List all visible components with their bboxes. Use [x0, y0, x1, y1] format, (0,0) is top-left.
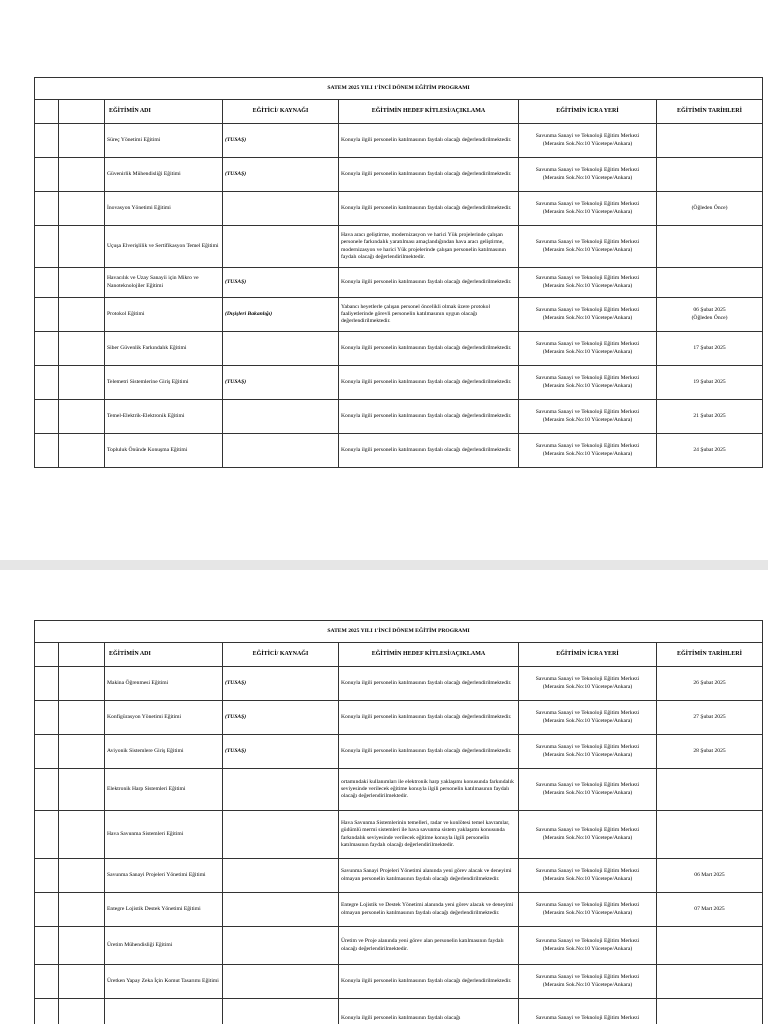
row-blank-cell [35, 667, 59, 701]
row-blank-cell [59, 298, 105, 332]
training-name: İnovasyon Yönetimi Eğitimi [105, 192, 223, 226]
table-row [35, 400, 763, 434]
place-line-2: (Merasim Sok.No:10 Yücetepe/Ankara) [542, 382, 633, 389]
table-title: SATEM 2025 YILI 1'İNCİ DÖNEM EĞİTİM PROGRAMI [35, 621, 763, 643]
training-date [657, 158, 763, 192]
training-source [223, 999, 339, 1024]
place-line-1: Savunma Sanayi ve Teknoloji Eğitim Merkezi [535, 201, 640, 208]
table-row [35, 859, 763, 893]
table-row [35, 226, 763, 268]
place-line-1: Savunma Sanayi ve Teknoloji Eğitim Merkezi [535, 167, 640, 174]
row-blank-cell [59, 999, 105, 1024]
table-row [35, 701, 763, 735]
training-source: (TUSAŞ) [223, 735, 339, 769]
table-row [35, 124, 763, 158]
place-line-2: (Merasim Sok.No:10 Yücetepe/Ankara) [542, 282, 633, 289]
training-place [519, 811, 657, 859]
table-row [35, 965, 763, 999]
training-description: Konuyla ilgili personelin katılmasının faydalı olacağı değerlendirilmektedir. [339, 965, 519, 999]
training-place [519, 400, 657, 434]
place-line-1: Savunma Sanayi ve Teknoloji Eğitim Merkezi [535, 239, 640, 246]
date-line-2: (Öğleden Önce) [691, 204, 728, 211]
row-blank-cell [35, 192, 59, 226]
table-row [35, 192, 763, 226]
row-blank-cell [59, 268, 105, 298]
table-row [35, 893, 763, 927]
place-line-2: (Merasim Sok.No:10 Yücetepe/Ankara) [542, 789, 633, 796]
date-line-1: 27 Şubat 2025 [693, 713, 726, 720]
training-description: Hava Savunma Sistemlerinin temelleri, radar ve konlötesi temel kavramlar, güdümlü mermi sistemleri ile hava savunma sistem yaklaşımı konusunda farkındalık seviyesinde verilecek eğitime konuyla ilgili personelin katılmasının faydalı olacağı değerlendirilmektedir. [339, 811, 519, 859]
place-line-1: Savunma Sanayi ve Teknoloji Eğitim Merkezi [535, 1014, 640, 1021]
training-source [223, 434, 339, 468]
table-row [35, 298, 763, 332]
training-name [105, 999, 223, 1024]
place-line-2: (Merasim Sok.No:10 Yücetepe/Ankara) [542, 909, 633, 916]
training-source: (TUSAŞ) [223, 667, 339, 701]
training-source: (TUSAŞ) [223, 124, 339, 158]
training-source [223, 893, 339, 927]
training-date [657, 965, 763, 999]
header-place: EĞİTİMİN İCRA YERİ [519, 100, 657, 124]
header-blank-1 [35, 100, 59, 124]
row-blank-cell [35, 811, 59, 859]
row-blank-cell [59, 701, 105, 735]
date-line-1: 19 Şubat 2025 [693, 378, 726, 385]
training-name: Siber Güvenlik Farkındalık Eğitimi [105, 332, 223, 366]
row-blank-cell [35, 366, 59, 400]
row-blank-cell [59, 927, 105, 965]
training-description: Konuyla ilgili personelin katılmasının faydalı olacağı değerlendirilmektedir. [339, 268, 519, 298]
row-blank-cell [59, 332, 105, 366]
place-line-1: Savunma Sanayi ve Teknoloji Eğitim Merkezi [535, 938, 640, 945]
table-row [35, 735, 763, 769]
date-line-2: (Öğleden Önce) [691, 314, 728, 321]
training-date [657, 927, 763, 965]
date-line-1: 06 Şubat 2025 [693, 307, 726, 314]
row-blank-cell [59, 965, 105, 999]
header-blank-1 [35, 643, 59, 667]
place-line-2: (Merasim Sok.No:10 Yücetepe/Ankara) [542, 875, 633, 882]
training-date [657, 859, 763, 893]
training-source: (TUSAŞ) [223, 366, 339, 400]
header-name: EĞİTİMİN ADI [105, 100, 223, 124]
training-description: Konuyla ilgili personelin katılmasının faydalı olacağı değerlendirilmektedir. [339, 667, 519, 701]
table-row [35, 158, 763, 192]
place-line-1: Savunma Sanayi ve Teknoloji Eğitim Merkezi [535, 443, 640, 450]
training-name: Havacılık ve Uzay Sanayii için Mikro ve Nanoteknolojiler Eğitimi [105, 268, 223, 298]
header-blank-2 [59, 100, 105, 124]
place-line-2: (Merasim Sok.No:10 Yücetepe/Ankara) [542, 450, 633, 457]
row-blank-cell [35, 927, 59, 965]
training-description: Yabancı heyetlerle çalışan personel öncelikli olmak üzere protokol faaliyetlerinde görevli personelin katılmasının uygun olacağı değerlendirilmektedir. [339, 298, 519, 332]
place-line-1: Savunma Sanayi ve Teknoloji Eğitim Merkezi [535, 133, 640, 140]
place-line-1: Savunma Sanayi ve Teknoloji Eğitim Merkezi [535, 409, 640, 416]
training-place [519, 701, 657, 735]
training-date [657, 192, 763, 226]
place-line-2: (Merasim Sok.No:10 Yücetepe/Ankara) [542, 981, 633, 988]
row-blank-cell [59, 400, 105, 434]
row-blank-cell [35, 999, 59, 1024]
row-blank-cell [59, 366, 105, 400]
training-name: Aviyonik Sistemlere Giriş Eğitimi [105, 735, 223, 769]
row-blank-cell [35, 965, 59, 999]
training-place [519, 735, 657, 769]
training-description: ortamındaki kullanımları ile elektronik harp yaklaşımı konusunda farkındalık seviyesinde verilecek eğitime konuyla ilgili personelin katılmasının faydalı olacağı değerlendirilmektedir. [339, 769, 519, 811]
training-name: Topluluk Önünde Konuşma Eğitimi [105, 434, 223, 468]
training-date [657, 400, 763, 434]
training-date [657, 268, 763, 298]
header-source: EĞİTİCİ/ KAYNAĞI [223, 643, 339, 667]
training-description: Konuyla ilgili personelin katılmasının faydalı olacağı değerlendirilmektedir. [339, 400, 519, 434]
training-source [223, 927, 339, 965]
date-line-1: 24 Şubat 2025 [693, 446, 726, 453]
row-blank-cell [35, 268, 59, 298]
place-line-2: (Merasim Sok.No:10 Yücetepe/Ankara) [542, 416, 633, 423]
training-source [223, 192, 339, 226]
place-line-2: (Merasim Sok.No:10 Yücetepe/Ankara) [542, 683, 633, 690]
table-title: SATEM 2025 YILI 1'İNCİ DÖNEM EĞİTİM PROGRAMI [35, 78, 763, 100]
place-line-1: Savunma Sanayi ve Teknoloji Eğitim Merkezi [535, 868, 640, 875]
training-source: (TUSAŞ) [223, 701, 339, 735]
place-line-2: (Merasim Sok.No:10 Yücetepe/Ankara) [542, 834, 633, 841]
row-blank-cell [59, 192, 105, 226]
training-source [223, 811, 339, 859]
training-description: Konuyla ilgili personelin katılmasının faydalı olacağı değerlendirilmektedir. [339, 434, 519, 468]
table-row [35, 268, 763, 298]
header-target: EĞİTİMİN HEDEF KİTLESİ/AÇIKLAMA [339, 643, 519, 667]
row-blank-cell [59, 434, 105, 468]
training-date [657, 124, 763, 158]
training-place [519, 999, 657, 1024]
row-blank-cell [35, 859, 59, 893]
training-name: Temel-Elektrik-Elektronik Eğitimi [105, 400, 223, 434]
training-name: Telemetri Sistemlerine Giriş Eğitimi [105, 366, 223, 400]
training-description: Entegre Lojistik ve Destek Yönetimi alanında yeni görev alacak ve deneyimi olmayan personelin katılmasının faydalı olacağı değerlendirilmektedir. [339, 893, 519, 927]
training-date [657, 999, 763, 1024]
place-line-2: (Merasim Sok.No:10 Yücetepe/Ankara) [542, 751, 633, 758]
training-place [519, 927, 657, 965]
training-place [519, 769, 657, 811]
place-line-1: Savunma Sanayi ve Teknoloji Eğitim Merkezi [535, 676, 640, 683]
place-line-1: Savunma Sanayi ve Teknoloji Eğitim Merkezi [535, 307, 640, 314]
header-date: EĞİTİMİN TARİHLERİ [657, 643, 763, 667]
training-date [657, 226, 763, 268]
training-date [657, 298, 763, 332]
training-source [223, 226, 339, 268]
row-blank-cell [59, 893, 105, 927]
training-description: Konuyla ilgili personelin katılmasının faydalı olacağı [339, 999, 519, 1024]
training-name: Elektronik Harp Sistemleri Eğitimi [105, 769, 223, 811]
training-place [519, 893, 657, 927]
place-line-1: Savunma Sanayi ve Teknoloji Eğitim Merkezi [535, 782, 640, 789]
training-date [657, 667, 763, 701]
training-place [519, 226, 657, 268]
training-place [519, 667, 657, 701]
table-row [35, 769, 763, 811]
training-source: (TUSAŞ) [223, 268, 339, 298]
table-row [35, 434, 763, 468]
row-blank-cell [35, 158, 59, 192]
date-line-1: 21 Şubat 2025 [693, 412, 726, 419]
training-name: Uçuşa Elverişlilik ve Sertifikasyon Temel Eğitimi [105, 226, 223, 268]
training-source: (Dışişleri Bakanlığı) [223, 298, 339, 332]
place-line-1: Savunma Sanayi ve Teknoloji Eğitim Merkezi [535, 974, 640, 981]
training-name: Entegre Lojistik Destek Yönetimi Eğitimi [105, 893, 223, 927]
place-line-1: Savunma Sanayi ve Teknoloji Eğitim Merkezi [535, 827, 640, 834]
row-blank-cell [35, 434, 59, 468]
training-name: Üretim Mühendisliği Eğitimi [105, 927, 223, 965]
table-row [35, 927, 763, 965]
place-line-1: Savunma Sanayi ve Teknoloji Eğitim Merkezi [535, 710, 640, 717]
training-date [657, 769, 763, 811]
date-line-1: 06 Mart 2025 [694, 871, 725, 878]
row-blank-cell [35, 769, 59, 811]
table-row [35, 667, 763, 701]
training-description: Konuyla ilgili personelin katılmasının faydalı olacağı değerlendirilmektedir. [339, 332, 519, 366]
training-date [657, 893, 763, 927]
row-blank-cell [59, 124, 105, 158]
header-target: EĞİTİMİN HEDEF KİTLESİ/AÇIKLAMA [339, 100, 519, 124]
training-source [223, 769, 339, 811]
training-name: Üretken Yapay Zeka İçin Komut Tasarımı Eğitimi [105, 965, 223, 999]
place-line-2: (Merasim Sok.No:10 Yücetepe/Ankara) [542, 174, 633, 181]
training-name: Protokol Eğitimi [105, 298, 223, 332]
date-line-1: 26 Şubat 2025 [693, 679, 726, 686]
training-date [657, 811, 763, 859]
place-line-1: Savunma Sanayi ve Teknoloji Eğitim Merkezi [535, 275, 640, 282]
training-place [519, 124, 657, 158]
header-blank-2 [59, 643, 105, 667]
training-source [223, 965, 339, 999]
row-blank-cell [35, 124, 59, 158]
date-line-1: 28 Şubat 2025 [693, 747, 726, 754]
training-place [519, 192, 657, 226]
training-source [223, 859, 339, 893]
training-place [519, 268, 657, 298]
training-program-table [34, 620, 763, 1024]
training-source: (TUSAŞ) [223, 158, 339, 192]
place-line-2: (Merasim Sok.No:10 Yücetepe/Ankara) [542, 314, 633, 321]
date-line-1: 17 Şubat 2025 [693, 344, 726, 351]
training-name: Savunma Sanayi Projeleri Yönetimi Eğitimi [105, 859, 223, 893]
table-row [35, 811, 763, 859]
header-name: EĞİTİMİN ADI [105, 643, 223, 667]
place-line-1: Savunma Sanayi ve Teknoloji Eğitim Merkezi [535, 902, 640, 909]
document-page-2 [0, 570, 768, 1024]
training-place [519, 366, 657, 400]
training-place [519, 434, 657, 468]
training-description: Konuyla ilgili personelin katılmasının faydalı olacağı değerlendirilmektedir. [339, 124, 519, 158]
row-blank-cell [59, 811, 105, 859]
row-blank-cell [59, 158, 105, 192]
training-date [657, 366, 763, 400]
place-line-1: Savunma Sanayi ve Teknoloji Eğitim Merkezi [535, 744, 640, 751]
place-line-2: (Merasim Sok.No:10 Yücetepe/Ankara) [542, 717, 633, 724]
training-place [519, 859, 657, 893]
header-source: EĞİTİCİ/ KAYNAĞI [223, 100, 339, 124]
row-blank-cell [59, 735, 105, 769]
row-blank-cell [59, 859, 105, 893]
training-name: Süreç Yönetimi Eğitimi [105, 124, 223, 158]
training-program-table [34, 77, 763, 468]
row-blank-cell [35, 298, 59, 332]
row-blank-cell [59, 667, 105, 701]
training-place [519, 158, 657, 192]
header-date: EĞİTİMİN TARİHLERİ [657, 100, 763, 124]
training-place [519, 298, 657, 332]
training-date [657, 735, 763, 769]
place-line-2: (Merasim Sok.No:10 Yücetepe/Ankara) [542, 140, 633, 147]
row-blank-cell [35, 332, 59, 366]
date-line-1: 07 Mart 2025 [694, 905, 725, 912]
training-description: Konuyla ilgili personelin katılmasının faydalı olacağı değerlendirilmektedir. [339, 701, 519, 735]
training-source [223, 400, 339, 434]
place-line-2: (Merasim Sok.No:10 Yücetepe/Ankara) [542, 208, 633, 215]
row-blank-cell [35, 893, 59, 927]
row-blank-cell [59, 769, 105, 811]
training-name: Güvenirlik Mühendisliği Eğitimi [105, 158, 223, 192]
place-line-1: Savunma Sanayi ve Teknoloji Eğitim Merkezi [535, 341, 640, 348]
training-date [657, 701, 763, 735]
row-blank-cell [35, 400, 59, 434]
training-description: Konuyla ilgili personelin katılmasının faydalı olacağı değerlendirilmektedir. [339, 366, 519, 400]
place-line-2: (Merasim Sok.No:10 Yücetepe/Ankara) [542, 246, 633, 253]
row-blank-cell [59, 226, 105, 268]
training-place [519, 965, 657, 999]
training-name: Konfigürasyon Yönetimi Eğitimi [105, 701, 223, 735]
table-row [35, 999, 763, 1024]
row-blank-cell [35, 735, 59, 769]
training-description: Konuyla ilgili personelin katılmasının faydalı olacağı değerlendirilmektedir. [339, 192, 519, 226]
place-line-2: (Merasim Sok.No:10 Yücetepe/Ankara) [542, 945, 633, 952]
training-description: Hava aracı geliştirme, modernizasyon ve harici Yük projelerinde çalışan personele farkındalık yaratılması amaçlandığından hava aracı geliştirme, modernizasyon ve harici Yük projelerinde çalışan personelin katılmasının faydalı olacağı değerlendirilmektedir. [339, 226, 519, 268]
table-row [35, 366, 763, 400]
training-description: Konuyla ilgili personelin katılmasının faydalı olacağı değerlendirilmektedir. [339, 735, 519, 769]
training-name: Makina Öğrenmesi Eğitimi [105, 667, 223, 701]
table-row [35, 332, 763, 366]
place-line-1: Savunma Sanayi ve Teknoloji Eğitim Merkezi [535, 375, 640, 382]
training-source [223, 332, 339, 366]
place-line-2: (Merasim Sok.No:10 Yücetepe/Ankara) [542, 348, 633, 355]
training-name: Hava Savunma Sistemleri Eğitimi [105, 811, 223, 859]
training-description: Savunma Sanayi Projeleri Yönetimi alanında yeni görev alacak ve deneyimi olmayan personelin katılmasının faydalı olacağı değerlendirilmektedir. [339, 859, 519, 893]
training-description: Konuyla ilgili personelin katılmasının faydalı olacağı değerlendirilmektedir. [339, 158, 519, 192]
training-date [657, 434, 763, 468]
row-blank-cell [35, 226, 59, 268]
row-blank-cell [35, 701, 59, 735]
training-date [657, 332, 763, 366]
training-description: Üretim ve Proje alanında yeni görev alan personelin katılmasının faydalı olacağı değerlendirilmektedir. [339, 927, 519, 965]
training-place [519, 332, 657, 366]
header-place: EĞİTİMİN İCRA YERİ [519, 643, 657, 667]
